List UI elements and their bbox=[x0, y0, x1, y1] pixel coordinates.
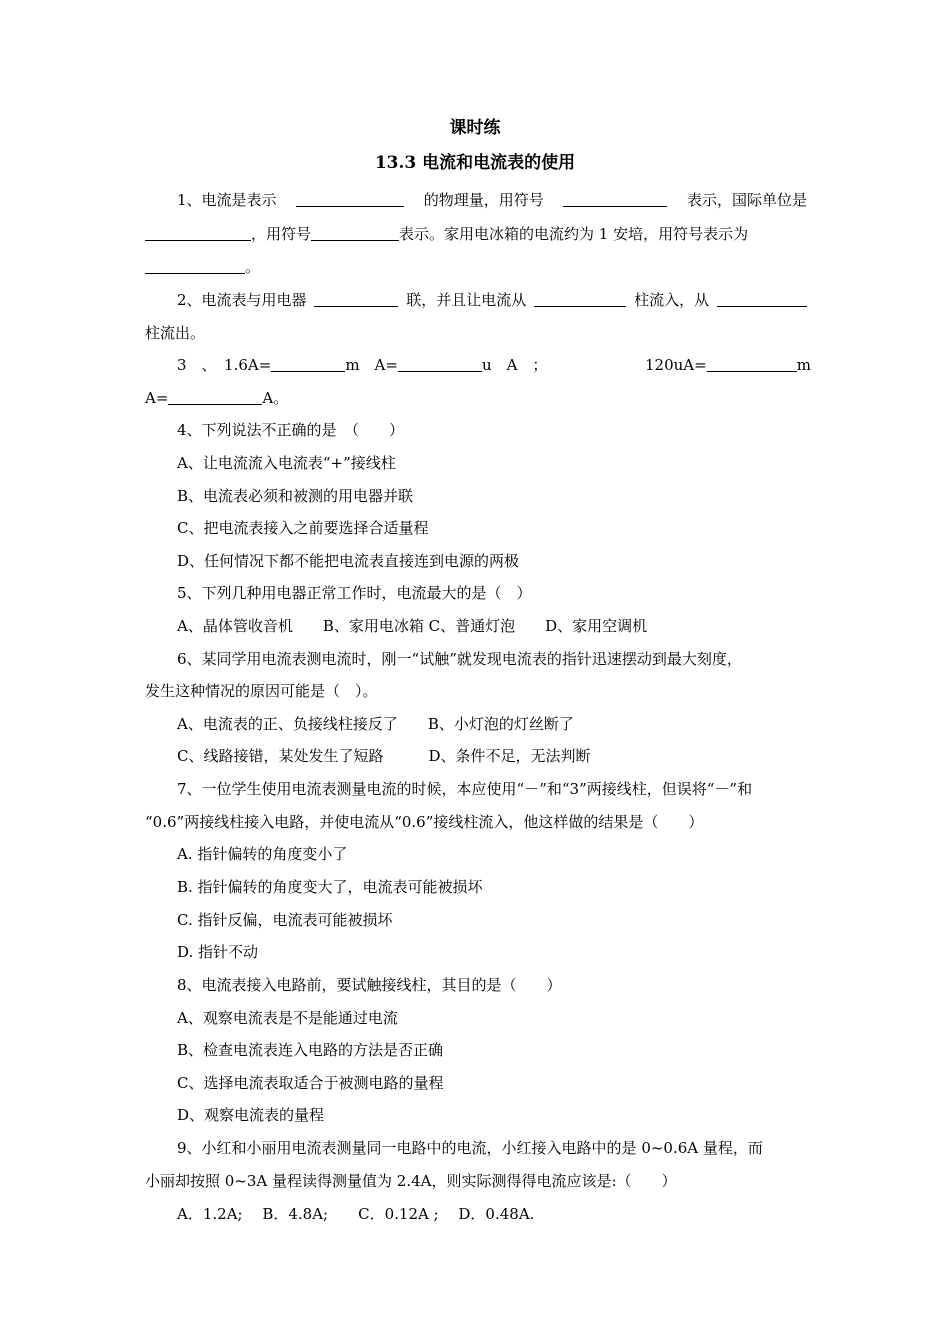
q1-line-2: ，用符号 表示。家用电冰箱的电流约为 1 安培，用符号表示为 bbox=[145, 224, 807, 244]
q3-line-1: 3 、 1.6A= m A= u A ； bbox=[177, 356, 548, 374]
q6-options-cd: C、线路接错，某处发生了短路 D、条件不足，无法判断 bbox=[177, 747, 591, 765]
q4-option-b: B、电流表必须和被测的用电器并联 bbox=[177, 487, 414, 505]
q4-option-d: D、任何情况下都不能把电流表直接连到电源的两极 bbox=[177, 552, 520, 570]
q3-blank-2[interactable] bbox=[398, 355, 482, 372]
q7-option-b: B. 指针偏转的角度变大了，电流表可能被损坏 bbox=[177, 878, 483, 896]
q7-option-d: D. 指针不动 bbox=[177, 943, 259, 961]
q8-option-d: D、观察电流表的量程 bbox=[177, 1106, 325, 1124]
q2-blank-3[interactable] bbox=[717, 290, 807, 307]
page-subtitle: 13.3 电流和电流表的使用 bbox=[374, 153, 576, 173]
q5-stem: 5、下列几种用电器正常工作时，电流最大的是（ ） bbox=[177, 584, 532, 602]
q9-stem-1: 9、小红和小丽用电流表测量同一电路中的电流，小红接入电路中的是 0~0.6A 量程，而 bbox=[177, 1139, 763, 1157]
q7-option-c: C. 指针反偏，电流表可能被损坏 bbox=[177, 911, 393, 929]
q1-line-3: 。 bbox=[145, 257, 807, 277]
q3-blank-4[interactable] bbox=[168, 388, 262, 405]
q8-option-a: A、观察电流表是不是能通过电流 bbox=[177, 1009, 398, 1027]
q6-options-ab: A、电流表的正、负接线柱接反了 B、小灯泡的灯丝断了 bbox=[177, 715, 574, 733]
q9-options: A．1.2A; B．4.8A; C．0.12A ; D．0.48A. bbox=[177, 1205, 535, 1223]
q3-line-2: A= A。 bbox=[145, 389, 289, 407]
q1-blank-1[interactable] bbox=[296, 190, 404, 207]
q4-stem: 4、下列说法不正确的是 （ ） bbox=[177, 421, 405, 439]
q6-stem-1: 6、某同学用电流表测电流时，刚一“试触”就发现电流表的指针迅速摆动到最大刻度， bbox=[177, 650, 742, 668]
q4-option-a: A、让电流流入电流表“+”接线柱 bbox=[177, 454, 396, 472]
q1-line-1: 1、电流是表示 的物理量，用符号 表示，国际单位是 bbox=[177, 191, 807, 209]
q1-blank-2[interactable] bbox=[563, 190, 667, 207]
q5-options: A、晶体管收音机 B、家用电冰箱 C、普通灯泡 D、家用空调机 bbox=[177, 617, 648, 635]
q8-stem: 8、电流表接入电路前，要试触接线柱，其目的是（ ） bbox=[177, 976, 562, 994]
page-title: 课时练 bbox=[449, 118, 501, 138]
q8-option-c: C、选择电流表取适合于被测电路的量程 bbox=[177, 1074, 444, 1092]
q1-blank-5[interactable] bbox=[145, 257, 245, 274]
q7-option-a: A. 指针偏转的角度变小了 bbox=[177, 845, 348, 863]
q3-blank-3[interactable] bbox=[707, 355, 797, 372]
q2-line-2: 柱流出。 bbox=[145, 324, 206, 342]
q9-stem-2: 小丽却按照 0~3A 量程读得测量值为 2.4A，则实际测得得电流应该是:（ ） bbox=[145, 1172, 677, 1190]
q2-blank-1[interactable] bbox=[314, 290, 398, 307]
q7-stem-1: 7、一位学生使用电流表测量电流的时候，本应使用“－”和“3”两接线柱，但误将“－”和 bbox=[177, 780, 753, 798]
q2-blank-2[interactable] bbox=[534, 290, 626, 307]
q3-line-1-right: 120uA= m bbox=[645, 356, 811, 374]
q8-option-b: B、检查电流表连入电路的方法是否正确 bbox=[177, 1041, 444, 1059]
q7-stem-2: “0.6”两接线柱接入电路，并使电流从“0.6”接线柱流入，他这样做的结果是（ ） bbox=[145, 813, 704, 831]
q3-blank-1[interactable] bbox=[271, 355, 345, 372]
q1-blank-4[interactable] bbox=[311, 224, 399, 241]
q1-blank-3[interactable] bbox=[145, 224, 251, 241]
q2-line-1: 2、电流表与用电器 联，并且让电流从 柱流入，从 bbox=[177, 290, 807, 310]
q4-option-c: C、把电流表接入之前要选择合适量程 bbox=[177, 519, 429, 537]
q6-stem-2: 发生这种情况的原因可能是（ ）。 bbox=[145, 682, 378, 700]
